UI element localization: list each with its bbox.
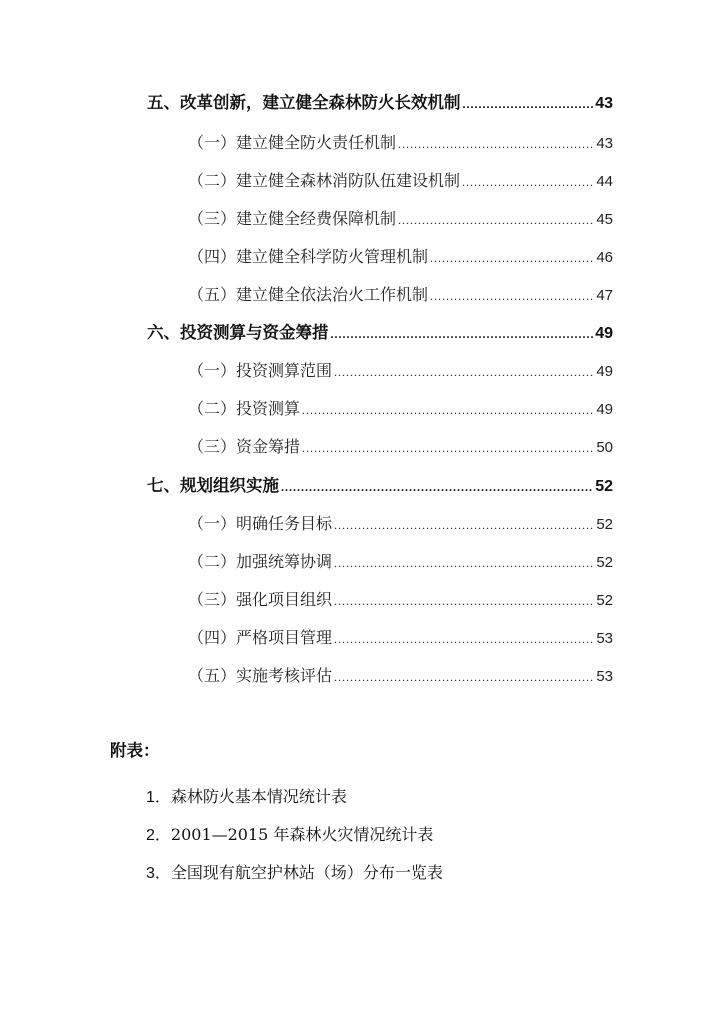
toc-subsection-title: （二）投资测算: [188, 399, 301, 418]
appendix-item-number: 3．: [146, 865, 171, 882]
toc-page-number: 53: [596, 630, 613, 647]
dot-leader: [334, 588, 594, 614]
toc-subsection-title: （四）严格项目管理: [188, 628, 333, 647]
toc-subsection-7-1[interactable]: [188, 511, 613, 537]
dot-leader: [430, 245, 594, 271]
toc-page-number: 52: [596, 592, 613, 609]
toc-section-6[interactable]: [147, 320, 613, 346]
dot-leader: [398, 207, 594, 233]
appendix-item-text: 2001—2015 年森林火灾情况统计表: [170, 825, 434, 844]
appendix-item-3[interactable]: [146, 860, 443, 887]
toc-page-number: 45: [596, 211, 613, 228]
toc-section-title: 六、投资测算与资金筹措: [147, 323, 329, 342]
toc-page-number: 49: [596, 363, 613, 380]
toc-subsection-6-3[interactable]: [188, 434, 613, 460]
toc-subsection-title: （一）明确任务目标: [188, 514, 333, 533]
toc-subsection-title: （三）建立健全经费保障机制: [188, 209, 397, 228]
dot-leader: [334, 664, 594, 690]
toc-subsection-5-1[interactable]: [188, 130, 613, 156]
dot-leader: [334, 626, 594, 652]
appendix-item-1[interactable]: [146, 784, 347, 811]
toc-subsection-5-5[interactable]: [188, 282, 613, 308]
toc-subsection-title: （四）建立健全科学防火管理机制: [188, 247, 429, 266]
dot-leader: [302, 435, 594, 461]
appendix-item-text: 森林防火基本情况统计表: [170, 787, 347, 806]
toc-subsection-7-3[interactable]: [188, 587, 613, 613]
toc-subsection-5-3[interactable]: [188, 206, 613, 232]
toc-page-number: 53: [596, 668, 613, 685]
dot-leader: [334, 512, 594, 538]
toc-page-number: 52: [596, 516, 613, 533]
toc-subsection-title: （三）强化项目组织: [188, 590, 333, 609]
toc-subsection-5-4[interactable]: [188, 244, 613, 270]
appendix-item-number: 1．: [146, 789, 171, 806]
toc-subsection-title: （三）资金筹措: [188, 437, 301, 456]
toc-page-number: 43: [596, 135, 613, 152]
toc-page-number: 49: [595, 325, 613, 342]
toc-page-number: 46: [596, 249, 613, 266]
toc-section-title: 七、规划组织实施: [147, 476, 279, 495]
dot-leader: [302, 397, 594, 423]
appendix-item-text: 全国现有航空护林站（场）分布一览表: [170, 863, 443, 882]
toc-subsection-5-2[interactable]: [188, 168, 613, 194]
toc-subsection-title: （二）加强统筹协调: [188, 552, 333, 571]
dot-leader: [281, 474, 593, 500]
toc-subsection-title: （五）建立健全依法治火工作机制: [188, 285, 429, 304]
dot-leader: [334, 359, 594, 385]
toc-page-number: 43: [595, 95, 613, 112]
dot-leader: [334, 550, 594, 576]
dot-leader: [463, 91, 594, 117]
toc-subsection-7-4[interactable]: [188, 625, 613, 651]
dot-leader: [331, 321, 594, 347]
toc-section-5[interactable]: [147, 90, 613, 116]
appendix-heading: 附表：: [110, 741, 160, 760]
toc-subsection-title: （一）投资测算范围: [188, 361, 333, 380]
appendix-item-2[interactable]: [146, 822, 433, 849]
toc-subsection-title: （一）建立健全防火责任机制: [188, 133, 397, 152]
toc-section-title: 五、改革创新，建立健全森林防火长效机制: [147, 93, 461, 112]
appendix-item-number: 2．: [146, 827, 171, 844]
toc-section-7[interactable]: [147, 473, 613, 499]
toc-subsection-title: （五）实施考核评估: [188, 666, 333, 685]
toc-subsection-6-1[interactable]: [188, 358, 613, 384]
dot-leader: [430, 283, 594, 309]
toc-subsection-6-2[interactable]: [188, 396, 613, 422]
toc-page-number: 47: [596, 287, 613, 304]
toc-page-number: 52: [596, 554, 613, 571]
dot-leader: [398, 131, 594, 157]
dot-leader: [462, 169, 594, 195]
toc-page-number: 52: [595, 478, 613, 495]
toc-page-number: 50: [596, 439, 613, 456]
toc-subsection-7-2[interactable]: [188, 549, 613, 575]
toc-subsection-7-5[interactable]: [188, 663, 613, 689]
toc-subsection-title: （二）建立健全森林消防队伍建设机制: [188, 171, 461, 190]
toc-page-number: 44: [596, 173, 613, 190]
toc-page-number: 49: [596, 401, 613, 418]
